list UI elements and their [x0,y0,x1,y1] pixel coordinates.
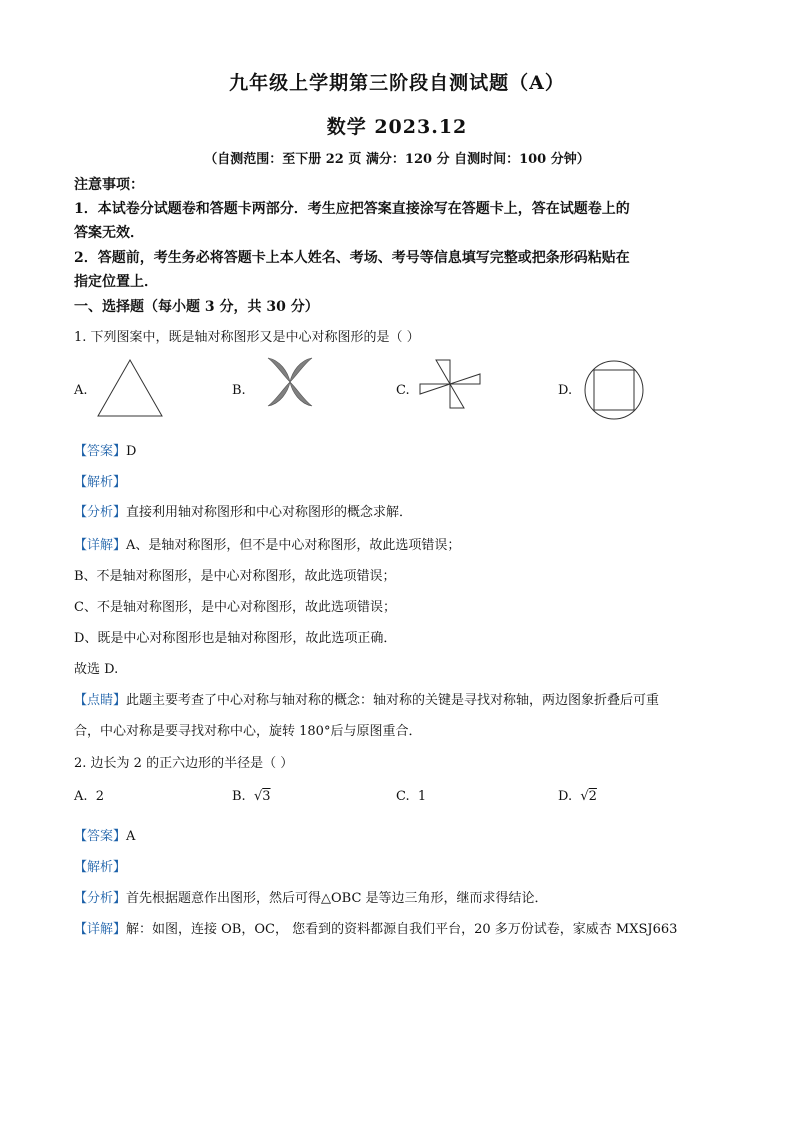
notice-heading: 注意事项： [74,177,144,193]
windmill-figure [416,358,484,410]
q1-line-c: C、不是轴对称图形，是中心对称图形，故此选项错误； [74,600,396,615]
q2-answer [74,825,135,844]
q1-analysis-tag: 【解析】 [74,475,127,490]
q2-option-d-value: 2 [588,789,597,804]
notice-item-1: 1．本试卷分试题卷和答题卡两部分．考生应把答案直接涂写在答题卡上，答在试题卷上的 [74,201,630,217]
fenxi-tag: 【分析】 [74,891,127,906]
page-title: 九年级上学期第三阶段自测试题（A） [229,72,565,94]
xiangjie-tag: 【详解】 [74,922,127,937]
q2-option-c [396,789,426,804]
sqrt-sign-icon: √ [580,789,589,804]
q2-option-b-label: B. [232,789,246,804]
q1-answer [74,440,136,459]
triangle-figure [96,358,166,420]
q2-stem: 2. 边长为 2 的正六边形的半径是（ ） [74,756,294,771]
q2-option-a [74,789,104,804]
page-subtitle: 数学 2023.12 [326,116,468,138]
sqrt-sign-icon: √ [253,789,263,804]
q2-answer-value: A [126,829,136,844]
q2-option-a-label: A. [74,789,88,804]
q1-line-d: D、既是中心对称图形也是轴对称图形，故此选项正确． [74,631,397,646]
q2-option-b-value: 3 [262,789,271,804]
notice-item-1-cont: 答案无效． [74,225,144,241]
xiangjie-tag: 【详解】 [74,538,127,553]
section-heading: 一、选择题（每小题 3 分，共 30 分） [74,299,319,315]
q1-option-c-label: C. [396,383,410,398]
dianjing-tag: 【点睛】 [74,693,127,708]
answer-tag: 【答案】 [74,444,127,459]
notice-item-2-cont: 指定位置上． [74,274,158,290]
q2-option-a-value: 2 [95,789,105,804]
pinwheel-figure [254,356,326,408]
q1-option-d-label: D. [558,383,573,398]
q1-fenxi [74,501,412,520]
circle-square-figure [582,358,646,422]
q1-option-a-label: A. [74,383,88,398]
q2-option-d-label: D. [558,789,573,804]
q1-dianjing-cont: 合，中心对称是要寻找对称中心，旋转 180°后与原图重合． [74,724,422,739]
q1-xiangjie-text: A、是轴对称图形，但不是中心对称图形，故此选项错误； [126,538,461,553]
q1-dianjing-text: 此题主要考查了中心对称与轴对称的概念：轴对称的关键是寻找对称轴，两边图象折叠后可重 [126,693,660,708]
q1-option-b-label: B. [232,383,246,398]
q2-analysis-tag: 【解析】 [74,860,127,875]
exam-scope: （自测范围：至下册 22 页 满分：120 分 自测时间：100 分钟） [204,152,590,167]
q1-xiangjie [74,534,460,553]
q1-line-b: B、不是轴对称图形，是中心对称图形，故此选项错误； [74,569,396,584]
q2-fenxi [74,887,548,906]
answer-tag: 【答案】 [74,829,127,844]
q1-stem: 1. 下列图案中，既是轴对称图形又是中心对称图形的是（ ） [74,330,420,345]
q2-option-b [232,789,271,804]
q2-option-c-label: C. [396,789,410,804]
q1-answer-value: D [126,444,137,459]
q2-fenxi-text: 首先根据题意作出图形，然后可得△OBC 是等边三角形，继而求得结论． [126,891,548,906]
fenxi-tag: 【分析】 [74,505,127,520]
q2-option-d [558,789,597,804]
q1-fenxi-text: 直接利用轴对称图形和中心对称图形的概念求解． [126,505,413,520]
q1-dianjing [74,689,659,708]
q1-choose: 故选 D. [74,662,119,677]
q2-option-c-value: 1 [417,789,427,804]
q2-xiangjie-text: 解：如图，连接 OB，OC， 您看到的资料都源自我们平台，20 多万份试卷，家威杏 MXSJ663 [126,922,678,937]
notice-item-2: 2．答题前，考生务必将答题卡上本人姓名、考场、考号等信息填写完整或把条形码粘贴在 [74,250,630,266]
q2-xiangjie [74,918,677,937]
